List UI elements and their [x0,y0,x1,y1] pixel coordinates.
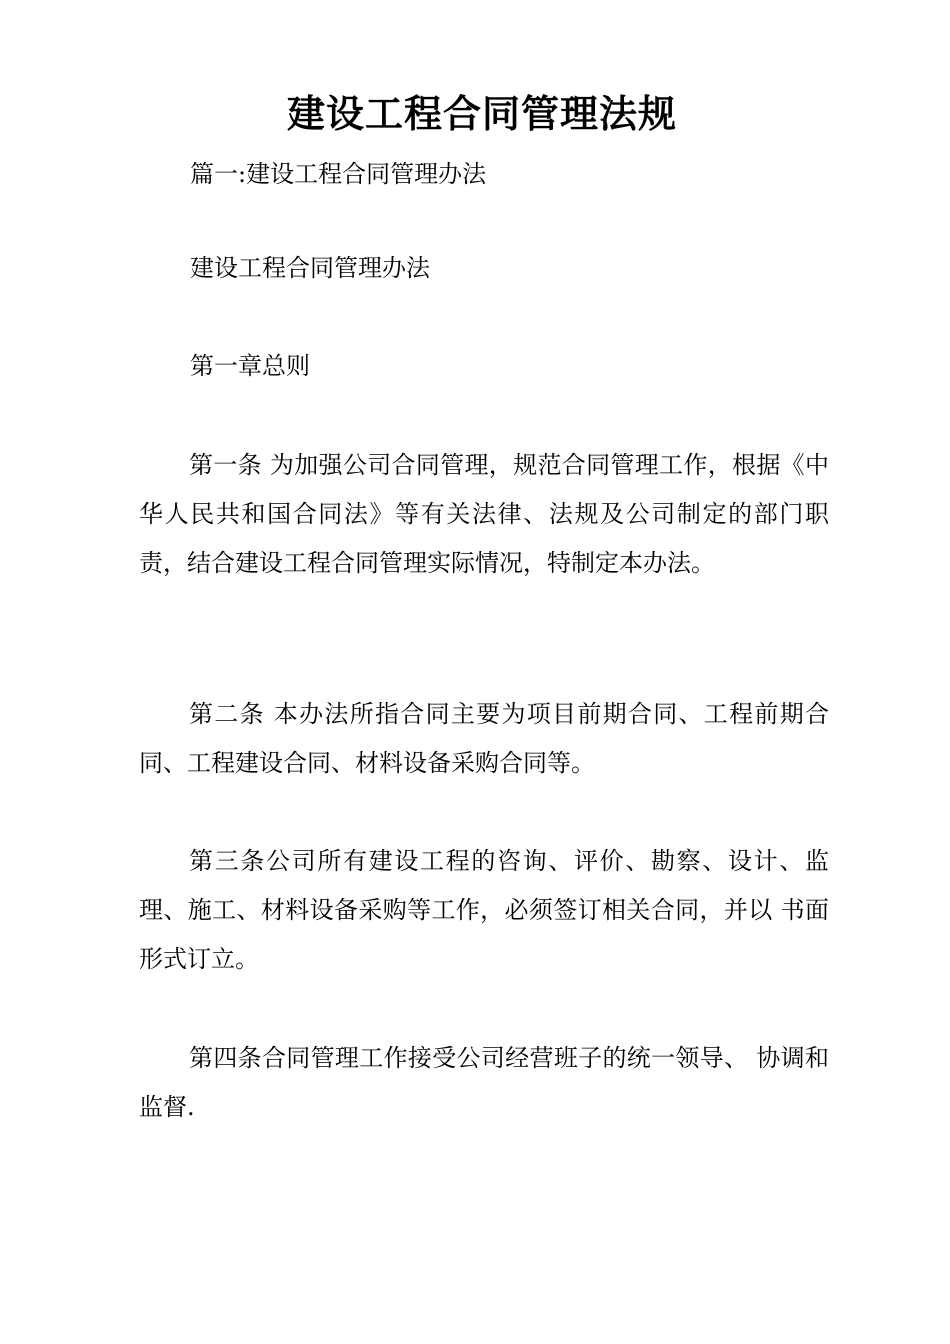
article-4: 第四条合同管理工作接受公司经营班子的统一领导、 协调和监督. [139,1044,829,1121]
article-3: 第三条公司所有建设工程的咨询、评价、勘察、设计、监理、施工、材料设备采购等工作，必须签订相关合同，并以 书面形式订立。 [139,847,829,973]
document-title: 建设工程合同管理法规 [286,91,677,136]
article-2: 第二条 本办法所指合同主要为项目前期合同、工程前期合同、工程建设合同、材料设备采购合同等。 [139,700,829,777]
article-1: 第一条 为加强公司合同管理，规范合同管理工作，根据《中华人民共和国合同法》等有关法律、法规及公司制定的部门职责，结合建设工程合同管理实际情况，特制定本办法。 [139,451,829,577]
document-subtitle: 篇一:建设工程合同管理办法 [190,160,487,188]
chapter-heading: 第一章总则 [190,352,310,380]
document-heading: 建设工程合同管理办法 [190,254,430,282]
